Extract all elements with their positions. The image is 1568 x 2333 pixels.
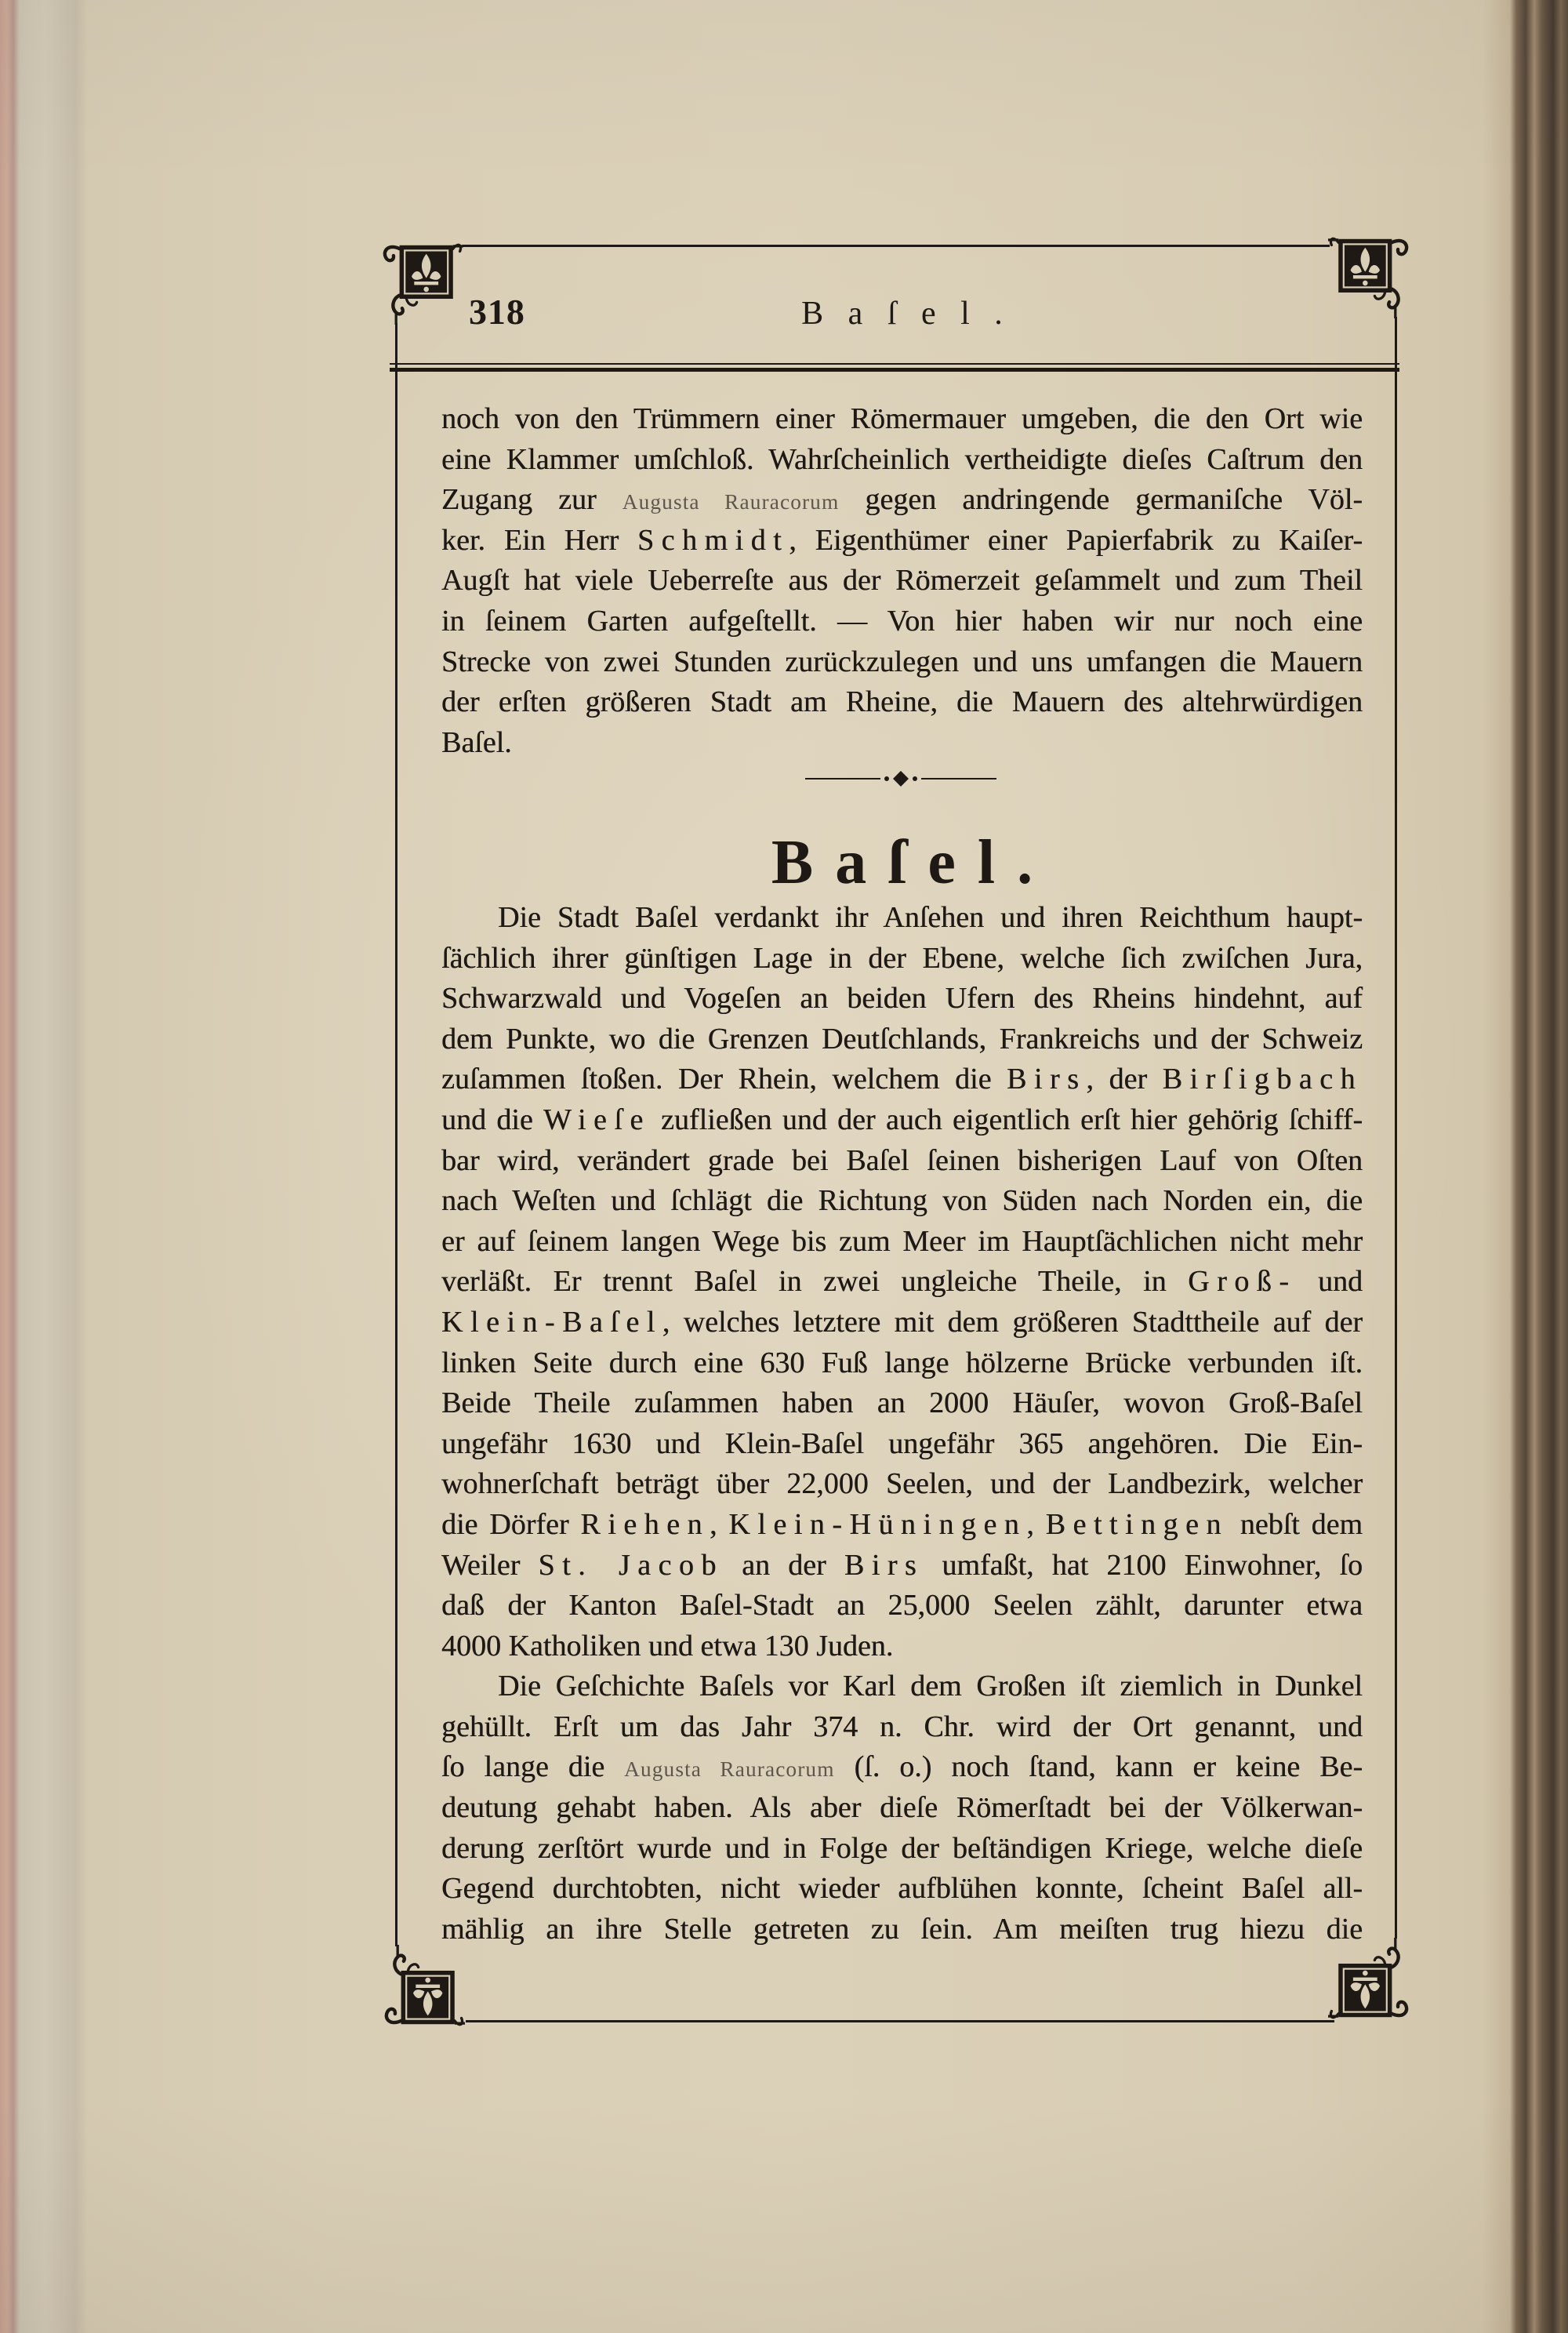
text-line bbox=[441, 642, 1363, 683]
section-body-block bbox=[441, 898, 1363, 1950]
text-run: , der bbox=[1086, 1063, 1163, 1096]
text-line bbox=[441, 1666, 1363, 1707]
text-line bbox=[441, 480, 1363, 521]
text-run: deutung gehabt haben. Als aber dieſe Römerſtadt bei der Völkerwan- bbox=[441, 1791, 1363, 1825]
frame-rule-left bbox=[395, 323, 397, 1946]
frame-rule-right bbox=[1395, 317, 1397, 1939]
text-run: der erſten größeren Stadt am Rheine, die Mauern des altehrwürdigen bbox=[441, 685, 1363, 719]
text-line bbox=[441, 1505, 1363, 1546]
text-run: , welches letztere mit dem größeren Stadttheile auf der bbox=[662, 1305, 1363, 1339]
header-rule-thick bbox=[390, 368, 1399, 372]
frame-rule-bottom bbox=[466, 2020, 1334, 2022]
text-line bbox=[441, 723, 1363, 764]
text-run: Gegend durchtobten, nicht wieder aufblühen konnte, ſcheint Baſel all- bbox=[441, 1872, 1363, 1906]
text-run: , Eigenthümer einer Papierfabrik zu Kaiſer- bbox=[789, 523, 1363, 557]
text-line bbox=[441, 1343, 1363, 1384]
text-line bbox=[441, 1546, 1363, 1586]
text-run: an der bbox=[723, 1548, 844, 1582]
text-run: noch von den Trümmern einer Römermauer umgeben, die den Ort wie bbox=[441, 402, 1363, 435]
header-rule-thin bbox=[390, 363, 1399, 365]
text-run: Die Geſchichte Baſels vor Karl dem Großen iſt ziemlich in Dunkel bbox=[498, 1670, 1363, 1703]
text-line bbox=[441, 1222, 1363, 1263]
spaced-emphasis: Klein-Hüningen bbox=[728, 1507, 1027, 1541]
text-run: nach Weſten und ſchlägt die Richtung von Süden nach Norden ein, die bbox=[441, 1184, 1363, 1218]
spaced-emphasis: Birs bbox=[1007, 1063, 1087, 1096]
text-run: bar wird, verändert grade bei Baſel ſeinen bisherigen Lauf von Oſten bbox=[441, 1143, 1363, 1177]
text-line bbox=[441, 898, 1363, 939]
text-run: Baſel. bbox=[441, 725, 512, 759]
text-line bbox=[441, 1141, 1363, 1182]
spaced-emphasis: Schmidt bbox=[637, 523, 789, 557]
paragraph bbox=[441, 1666, 1363, 1950]
section-divider-ornament bbox=[805, 765, 996, 793]
paragraph bbox=[441, 399, 1363, 763]
paragraph bbox=[441, 898, 1363, 1666]
text-run: Strecke von zwei Stunden zurückzulegen und uns umfangen die Mauern bbox=[441, 645, 1363, 678]
text-run: linken Seite durch eine 630 Fuß lange hölzerne Brücke verbunden iſt. bbox=[441, 1346, 1363, 1379]
text-run: und die bbox=[441, 1103, 544, 1136]
text-line bbox=[441, 561, 1363, 601]
text-line bbox=[441, 682, 1363, 723]
text-run: zuſammen ſtoßen. Der Rhein, welchem die bbox=[441, 1063, 1007, 1096]
text-run: ſächlich ihrer günſtigen Lage in der Ebene, welche ſich zwiſchen Jura, bbox=[441, 941, 1363, 975]
text-run: gehüllt. Erſt um das Jahr 374 n. Chr. wird der Ort genannt, und bbox=[441, 1710, 1363, 1743]
text-run: gegen andringende germaniſche Völ- bbox=[839, 483, 1363, 517]
text-run: er auf ſeinem langen Wege bis zum Meer im Hauptſächlichen nicht mehr bbox=[441, 1224, 1363, 1258]
text-run: die Dörfer bbox=[441, 1507, 581, 1541]
text-line bbox=[441, 1747, 1363, 1788]
spaced-emphasis: St. Jacob bbox=[538, 1548, 724, 1582]
text-line bbox=[441, 1100, 1363, 1141]
text-line bbox=[441, 1019, 1363, 1060]
text-run: (ſ. o.) noch ſtand, kann er keine Be- bbox=[834, 1750, 1363, 1784]
text-line bbox=[441, 1424, 1363, 1465]
spaced-emphasis: Bettingen bbox=[1045, 1507, 1229, 1541]
text-run: zufließen und der auch eigentlich erſt hier gehörig ſchiff- bbox=[650, 1103, 1363, 1136]
text-line bbox=[441, 601, 1363, 642]
text-run: dem Punkte, wo die Grenzen Deutſchlands, Frankreichs und der Schweiz bbox=[441, 1022, 1363, 1056]
text-run: ſo lange die bbox=[441, 1750, 625, 1784]
text-run: Augſt hat viele Ueberreſte aus der Römerzeit geſammelt und zum Theil bbox=[441, 564, 1363, 598]
text-run: Schwarzwald und Vogeſen an beiden Ufern des Rheins hindehnt, auf bbox=[441, 982, 1363, 1016]
spaced-emphasis: Birs bbox=[844, 1548, 924, 1582]
text-line bbox=[441, 1586, 1363, 1626]
corner-ornament-bottom-right bbox=[1328, 1938, 1414, 2024]
text-run: ker. Ein Herr bbox=[441, 523, 638, 557]
text-line bbox=[441, 1869, 1363, 1910]
text-run: nebſt dem bbox=[1228, 1507, 1363, 1541]
text-run: , bbox=[1026, 1507, 1046, 1541]
antiqua-term: Augusta Rauracorum bbox=[624, 1757, 835, 1782]
text-run: in ſeinem Garten aufgeſtellt. — Von hier haben wir nur noch eine bbox=[441, 604, 1363, 638]
text-line bbox=[441, 399, 1363, 440]
text-line bbox=[441, 1910, 1363, 1950]
continued-paragraph-block bbox=[441, 399, 1363, 763]
page-number: 318 bbox=[469, 292, 525, 332]
text-line bbox=[441, 1464, 1363, 1505]
text-line bbox=[441, 1829, 1363, 1870]
spaced-emphasis: Riehen bbox=[580, 1507, 710, 1541]
text-run: eine Klammer umſchloß. Wahrſcheinlich vertheidigte dieſes Caſtrum den bbox=[441, 442, 1363, 476]
spaced-emphasis: Klein-Baſel bbox=[441, 1305, 662, 1339]
text-line bbox=[441, 1788, 1363, 1829]
running-head: Baſel. bbox=[801, 296, 1028, 332]
text-run: Die Stadt Baſel verdankt ihr Anſehen und ihren Reichthum haupt- bbox=[498, 901, 1363, 934]
text-run: 4000 Katholiken und etwa 130 Juden. bbox=[441, 1629, 894, 1663]
corner-ornament-bottom-left bbox=[379, 1945, 465, 2031]
text-run: ungefähr 1630 und Klein-Baſel ungefähr 365 angehören. Die Ein- bbox=[441, 1426, 1363, 1460]
text-run: derung zerſtört wurde und in Folge der beſtändigen Kriege, welche dieſe bbox=[441, 1831, 1363, 1865]
frame-rule-top bbox=[463, 245, 1330, 247]
text-line bbox=[441, 1303, 1363, 1343]
text-line bbox=[441, 1262, 1363, 1303]
text-run: verläßt. Er trennt Baſel in zwei ungleiche Theile, in bbox=[441, 1265, 1189, 1299]
text-line bbox=[441, 1383, 1363, 1424]
text-line bbox=[441, 1181, 1363, 1222]
text-line bbox=[441, 939, 1363, 979]
antiqua-term: Augusta Rauracorum bbox=[622, 490, 840, 514]
text-run: umfaßt, hat 2100 Einwohner, ſo bbox=[924, 1548, 1363, 1582]
text-run: Zugang zur bbox=[441, 483, 622, 517]
spaced-emphasis: Wieſe bbox=[543, 1103, 651, 1136]
spaced-emphasis: Birſigbach bbox=[1162, 1063, 1363, 1096]
spaced-emphasis: Groß- bbox=[1188, 1265, 1297, 1299]
text-run: daß der Kanton Baſel-Stadt an 25,000 Seelen zählt, darunter etwa bbox=[441, 1589, 1363, 1623]
text-run: Weiler bbox=[441, 1548, 539, 1582]
text-run: mählig an ihre Stelle getreten zu ſein. Am meiſten trug hiezu die bbox=[441, 1912, 1363, 1946]
text-line bbox=[441, 1707, 1363, 1748]
section-title: Baſel. bbox=[771, 828, 1055, 897]
text-line bbox=[441, 1059, 1363, 1100]
text-line bbox=[441, 979, 1363, 1019]
text-run: und bbox=[1296, 1265, 1363, 1299]
text-line bbox=[441, 1626, 1363, 1667]
text-run: , bbox=[710, 1507, 729, 1541]
text-run: Beide Theile zuſammen haben an 2000 Häuſer, wovon Groß-Baſel bbox=[441, 1386, 1363, 1420]
text-line bbox=[441, 440, 1363, 481]
text-run: wohnerſchaft beträgt über 22,000 Seelen, und der Landbezirk, welcher bbox=[441, 1467, 1363, 1501]
text-line bbox=[441, 521, 1363, 561]
